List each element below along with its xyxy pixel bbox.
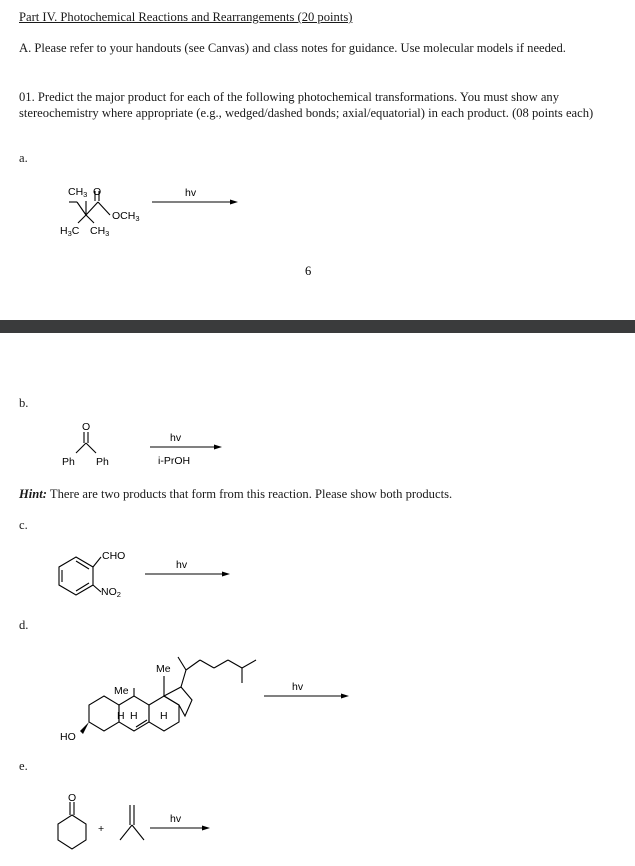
label-no2-sub: 2 [116,590,121,599]
item-c-label: c. [19,518,28,532]
item-d-label: d. [19,618,29,632]
item-a-label: a. [19,151,28,165]
label-plus: + [98,823,105,835]
label-ch3-top: CH3 [68,186,88,199]
condition-a-hv: hv [185,187,197,199]
instructions-paragraph: A. Please refer to your handouts (see Canvas) and class notes for guidance. Use molecular models if needed. [19,41,566,55]
label-ch3-bottom: CH3 [90,225,110,238]
condition-d-hv: hv [292,681,304,693]
page-title: Part IV. Photochemical Reactions and Rearrangements (20 points) [19,10,353,24]
question-paragraph: 01. Predict the major product for each of the following photochemical transformations. You must show any stereochemistry where appropriate (e.g., wedged/dashed bonds; axial/equatorial) in each product. (08 points each) [19,90,594,120]
item-b-label: b. [19,396,29,410]
label-h3c: H3C [60,225,80,238]
label-ch3-bottom-sub: 3 [105,229,110,238]
label-h3c-c: C [71,225,80,237]
label-ho: HO [60,731,76,743]
label-ch3-top-sub: 3 [83,190,88,199]
condition-b-hv: hv [170,432,182,444]
label-b-ph-right: Ph [96,456,109,468]
label-b-ph-left: Ph [62,456,75,468]
label-h-right: H [160,710,168,722]
label-me-lower: Me [114,685,129,697]
condition-c-hv: hv [176,559,188,571]
arrowhead-e [202,826,210,831]
label-h3c-sub: 3 [67,229,72,238]
hint-label: Hint: [19,487,47,501]
label-carbonyl-o: O [93,186,102,198]
label-e-o: O [68,792,77,804]
label-och3: OCH3 [112,210,140,223]
item-e-label: e. [19,759,28,773]
condition-e-hv: hv [170,813,182,825]
label-cho: CHO [102,550,126,562]
label-me-upper: Me [156,663,171,675]
label-h-left: H [117,710,125,722]
condition-b-solvent: i-PrOH [158,455,191,467]
label-h-mid: H [130,710,138,722]
label-no2: NO2 [101,586,121,599]
label-och3-sub: 3 [135,214,140,223]
cyclohexanone-ring [58,815,86,849]
label-b-o: O [82,421,91,433]
hint-body: There are two products that form from this reaction. Please show both products. [47,487,453,501]
page-number: 6 [305,264,312,278]
